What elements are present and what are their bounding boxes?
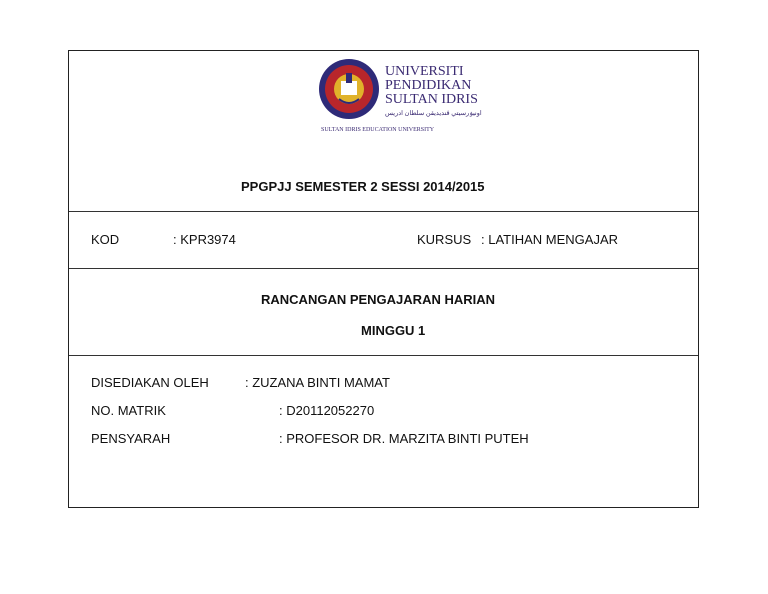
prepared-label: DISEDIAKAN OLEH — [91, 375, 209, 390]
divider — [69, 211, 698, 212]
logo-jawi-text: اونيۏرسيتي ڤنديديقن سلطان ادريس — [385, 110, 482, 117]
kod-value: : KPR3974 — [173, 232, 236, 247]
lecturer-value: : PROFESOR DR. MARZITA BINTI PUTEH — [279, 431, 529, 446]
logo-name-line2: PENDIDIKAN — [385, 78, 472, 93]
kursus-value: : LATIHAN MENGAJAR — [481, 232, 619, 247]
kod-label: KOD — [91, 232, 120, 247]
lecturer-label: PENSYARAH — [91, 431, 171, 446]
divider — [69, 355, 698, 356]
cover-frame — [68, 50, 699, 508]
plan-title: RANCANGAN PENGAJARAN HARIAN — [261, 292, 496, 307]
divider — [69, 268, 698, 269]
logo-name-line3: SULTAN IDRIS — [385, 92, 478, 107]
kursus-label: KURSUS — [417, 232, 472, 247]
upsi-logo — [317, 55, 497, 135]
matric-value: : D20112052270 — [279, 403, 375, 418]
logo-tagline: SULTAN IDRIS EDUCATION UNIVERSITY — [321, 127, 435, 133]
matric-label: NO. MATRIK — [91, 403, 166, 418]
header-title: PPGPJJ SEMESTER 2 SESSI 2014/2015 — [241, 179, 485, 194]
prepared-value: : ZUZANA BINTI MAMAT — [245, 375, 390, 390]
university-crest-icon — [319, 59, 379, 119]
plan-week: MINGGU 1 — [361, 323, 426, 338]
logo-name-line1: UNIVERSITI — [385, 64, 464, 79]
